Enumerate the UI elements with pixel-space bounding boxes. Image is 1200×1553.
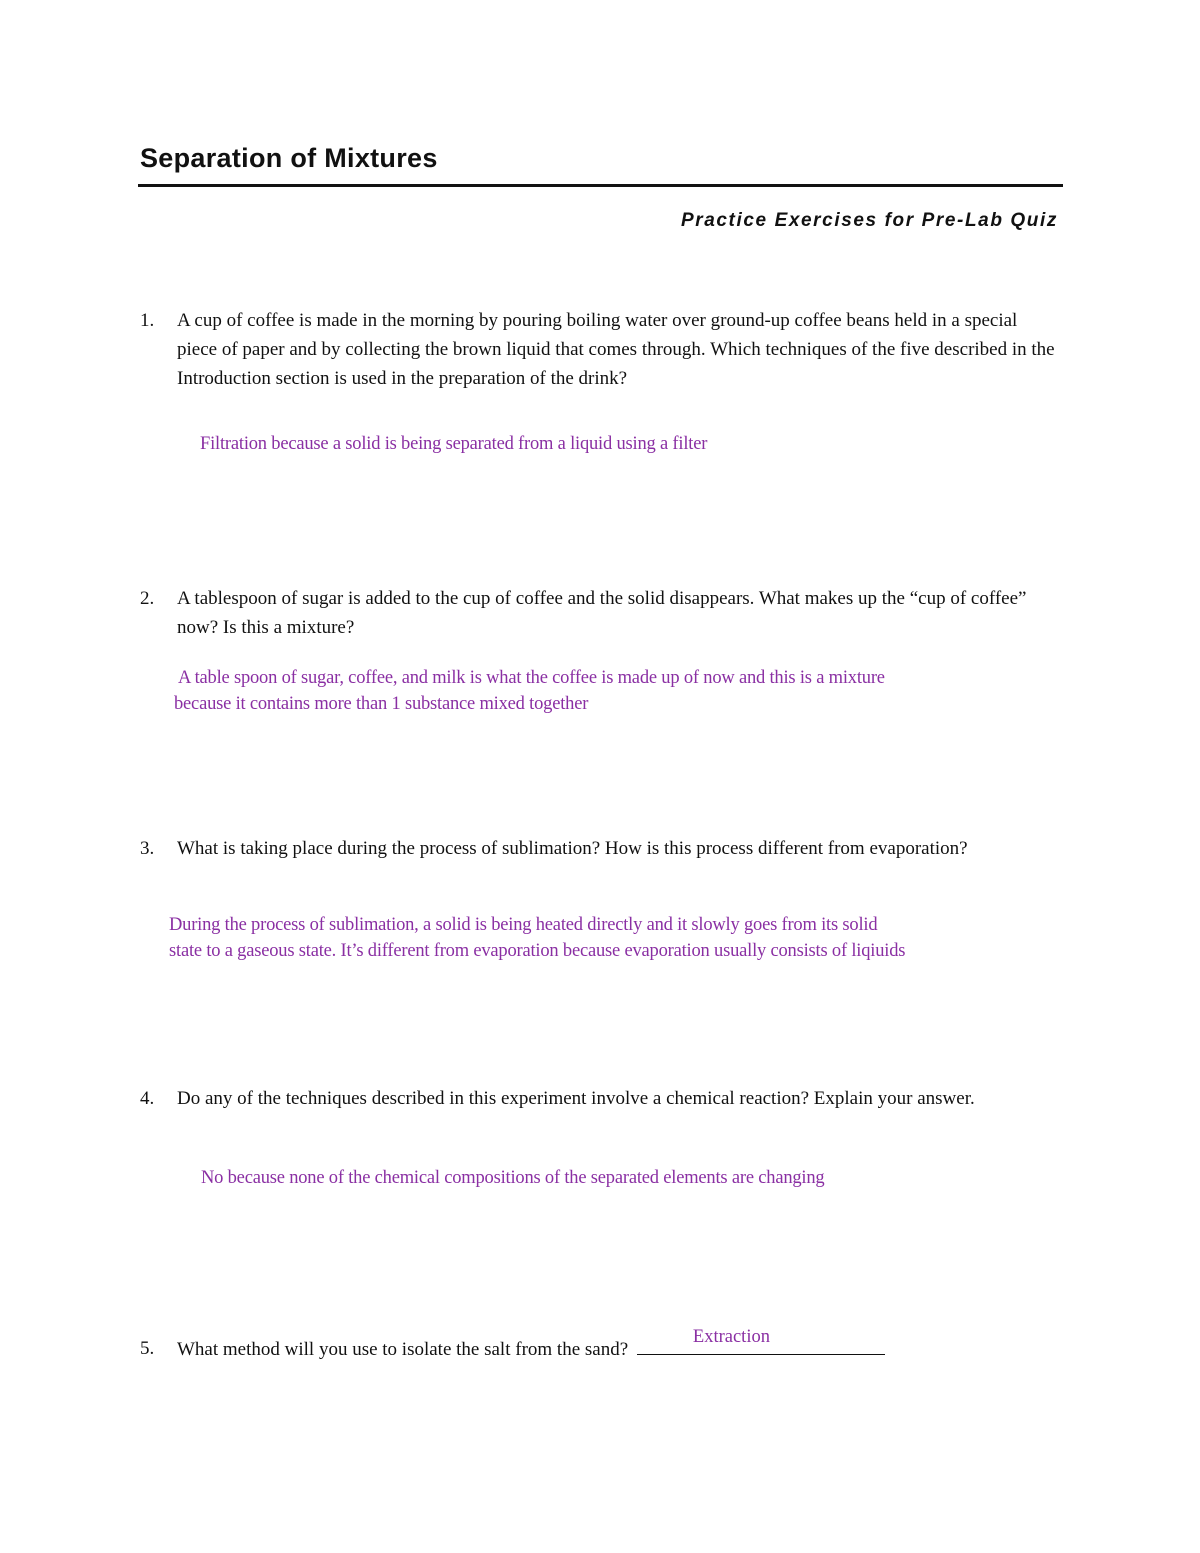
answer-5: Extraction bbox=[692, 1327, 770, 1347]
answer-line: A table spoon of sugar, coffee, and milk is what the coffee is made up of now and this is a mixture bbox=[178, 668, 885, 688]
question-line bbox=[177, 1327, 1057, 1364]
question-text: A tablespoon of sugar is added to the cup of coffee and the solid disappears. What makes up the “cup of coffee” now? Is this a mixture? bbox=[177, 588, 1027, 638]
answer-line: During the process of sublimation, a solid is being heated directly and it slowly goes from its solid bbox=[169, 915, 878, 935]
answer-3 bbox=[169, 912, 905, 964]
question-number: 1. bbox=[140, 310, 155, 331]
question-text: A cup of coffee is made in the morning by pouring boiling water over ground-up coffee beans held in a special piece of paper and by collecting the brown liquid that comes through. Which techniques of the five described in the Introduction section is used in the preparation of the drink? bbox=[177, 310, 1055, 389]
answer-line: state to a gaseous state. It’s different from evaporation because evaporation usually consists of liqiuids bbox=[169, 941, 906, 961]
question-number: 4. bbox=[140, 1088, 155, 1109]
page-title: Separation of Mixtures bbox=[140, 143, 438, 173]
question-text: Do any of the techniques described in this experiment involve a chemical reaction? Explain your answer. bbox=[177, 1088, 975, 1109]
question-text: What is taking place during the process of sublimation? How is this process different from evaporation? bbox=[177, 838, 968, 859]
title-divider bbox=[138, 184, 1063, 187]
page-subtitle: Practice Exercises for Pre-Lab Quiz bbox=[680, 210, 1058, 231]
answer-4 bbox=[201, 1165, 824, 1191]
answer-2 bbox=[174, 665, 885, 717]
question-4 bbox=[140, 1084, 1060, 1113]
answer-1 bbox=[200, 431, 707, 457]
answer-line: because it contains more than 1 substance mixed together bbox=[174, 694, 589, 714]
question-5 bbox=[140, 1327, 1060, 1364]
question-3 bbox=[140, 834, 1060, 863]
answer-blank[interactable] bbox=[637, 1327, 885, 1355]
question-number: 2. bbox=[140, 588, 155, 609]
question-2 bbox=[140, 584, 1060, 642]
question-1 bbox=[140, 306, 1060, 393]
answer-line: No because none of the chemical compositions of the separated elements are changing bbox=[201, 1168, 825, 1188]
answer-line: Filtration because a solid is being separated from a liquid using a filter bbox=[200, 434, 708, 454]
question-number: 5. bbox=[140, 1338, 155, 1359]
question-number: 3. bbox=[140, 838, 155, 859]
question-text: What method will you use to isolate the salt from the sand? bbox=[177, 1339, 629, 1360]
